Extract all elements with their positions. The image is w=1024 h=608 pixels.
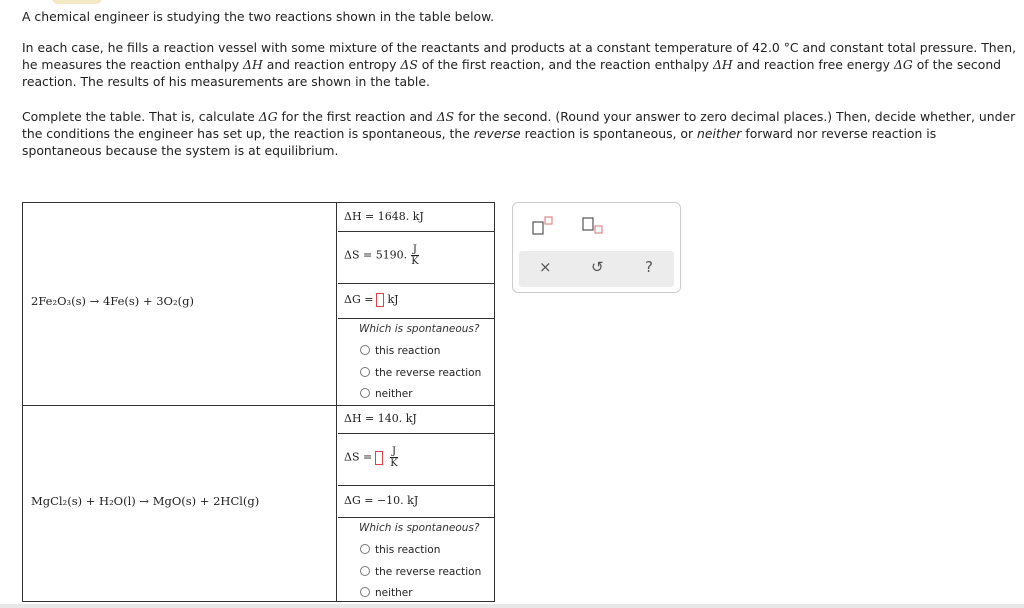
delta-s-value-1: ΔS = 5190. $\frac{J}{K}$ [344,244,419,267]
top-tab-decoration [52,0,102,4]
radio-icon[interactable] [360,587,370,597]
intro-paragraph: In each case, he fills a reaction vessel with some mixture of the reactants and products at a constant temperature of 42.0 °C and constant total pressure. Then, he measures the reaction enthalpy ΔH and reaction entropy ΔS of the first reaction, and the reaction enthalpy ΔH and reaction free energy ΔG of the second reaction. The results of his measurements are shown in the table. [22,40,1017,89]
radio-icon[interactable] [360,367,370,377]
clear-button[interactable]: × [539,258,552,276]
spontaneity-question-1: Which is spontaneous? [359,323,480,335]
reaction-row-1 [23,203,494,406]
reaction-row-2 [23,406,494,602]
delta-g-cell-2 [338,486,494,518]
spontaneity-cell-1 [338,319,494,406]
reaction-equation-2: MgCl₂(s) + H₂O(l) → MgO(s) + 2HCl(g) [31,494,260,508]
intro-line: A chemical engineer is studying the two reactions shown in the table below. [22,9,495,24]
option-this-reaction-1[interactable]: this reaction [360,345,440,357]
bottom-divider [0,604,1024,608]
superscript-box-icon[interactable] [531,215,555,241]
delta-h-value-1: ΔH = 1648. kJ [344,210,424,223]
radio-icon[interactable] [360,544,370,554]
option-reverse-reaction-2[interactable]: the reverse reaction [360,566,481,578]
radio-icon[interactable] [360,566,370,576]
delta-h-value-2: ΔH = 140. kJ [344,412,417,425]
answer-tools-panel [512,202,681,293]
undo-button[interactable]: ↺ [591,258,604,276]
delta-g-input-row-1: ΔG = kJ [344,293,399,306]
delta-s-cell-2 [338,434,494,486]
reaction-equation-1: 2Fe₂O₃(s) → 4Fe(s) + 3O₂(g) [31,294,194,308]
option-neither-1[interactable]: neither [360,388,413,400]
delta-g-cell-1 [338,284,494,319]
unit-fraction: $\frac{J}{K}$ [411,244,419,267]
delta-h-cell-2 [338,406,494,434]
spontaneity-question-2: Which is spontaneous? [359,522,480,534]
delta-s-input-row-2: ΔS = $\frac{J}{K}$ [344,446,398,469]
delta-s-answer-input[interactable] [375,451,383,465]
radio-icon[interactable] [360,388,370,398]
reaction-table [22,202,495,602]
spontaneity-cell-2 [338,518,494,602]
help-button[interactable]: ? [645,258,653,276]
option-reverse-reaction-1[interactable]: the reverse reaction [360,367,481,379]
option-this-reaction-2[interactable]: this reaction [360,544,440,556]
reaction-equation-cell [23,406,337,602]
option-neither-2[interactable]: neither [360,587,413,599]
delta-h-cell-1 [338,203,494,232]
delta-g-answer-input[interactable] [376,293,384,307]
delta-g-value-2: ΔG = −10. kJ [344,494,419,507]
radio-icon[interactable] [360,345,370,355]
tool-actions-bar [519,251,674,287]
reaction-equation-cell [23,203,337,405]
subscript-box-icon[interactable] [581,215,605,241]
delta-s-cell-1 [338,232,494,284]
instructions-paragraph: Complete the table. That is, calculate ΔG for the first reaction and ΔS for the second. (Round your answer to zero decimal places.) Then, decide whether, under the conditions the engineer has set up, the reaction is spontaneous, the reverse reaction is spontaneous, or neither forward nor reverse reaction is spontaneous because the system is at equilibrium. [22,109,1016,158]
unit-fraction: $\frac{J}{K}$ [390,446,398,469]
